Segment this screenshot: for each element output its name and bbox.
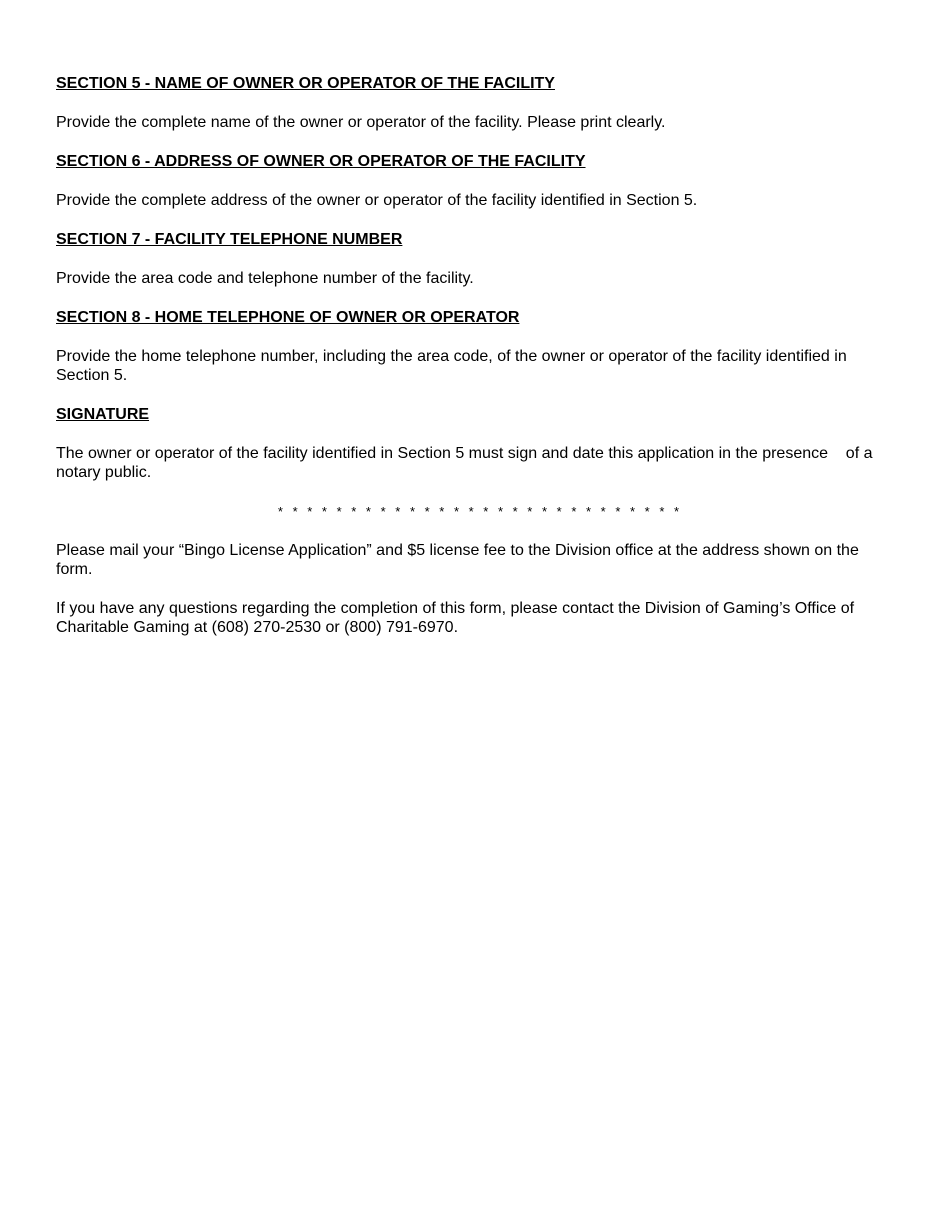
asterisk-separator: * * * * * * * * * * * * * * * * * * * * * * * * * * * * xyxy=(277,504,683,519)
section-8-heading: SECTION 8 - HOME TELEPHONE OF OWNER OR OPERATOR xyxy=(56,309,520,326)
section-6-heading: SECTION 6 - ADDRESS OF OWNER OR OPERATOR OF THE FACILITY xyxy=(56,153,586,170)
section-8-body: Provide the home telephone number, including the area code, of the owner or operator of the facility identified in Section 5. xyxy=(56,348,847,384)
signature-body: The owner or operator of the facility identified in Section 5 must sign and date this application in the presence of a notary public. xyxy=(56,445,877,481)
signature-heading: SIGNATURE xyxy=(56,406,150,423)
section-5-body: Provide the complete name of the owner or operator of the facility. Please print clearly. xyxy=(56,114,666,131)
section-5-heading: SECTION 5 - NAME OF OWNER OR OPERATOR OF THE FACILITY xyxy=(56,75,555,92)
document-page xyxy=(56,74,896,657)
section-7-body: Provide the area code and telephone number of the facility. xyxy=(56,270,474,287)
mail-instructions: Please mail your “Bingo License Application” and $5 license fee to the Division office at the address shown on the form. xyxy=(56,542,859,578)
section-6-body: Provide the complete address of the owner or operator of the facility identified in Section 5. xyxy=(56,192,698,209)
section-7-heading: SECTION 7 - FACILITY TELEPHONE NUMBER xyxy=(56,231,403,248)
contact-instructions: If you have any questions regarding the completion of this form, please contact the Division of Gaming’s Office of Charitable Gaming at (608) 270-2530 or (800) 791-6970. xyxy=(56,600,855,636)
